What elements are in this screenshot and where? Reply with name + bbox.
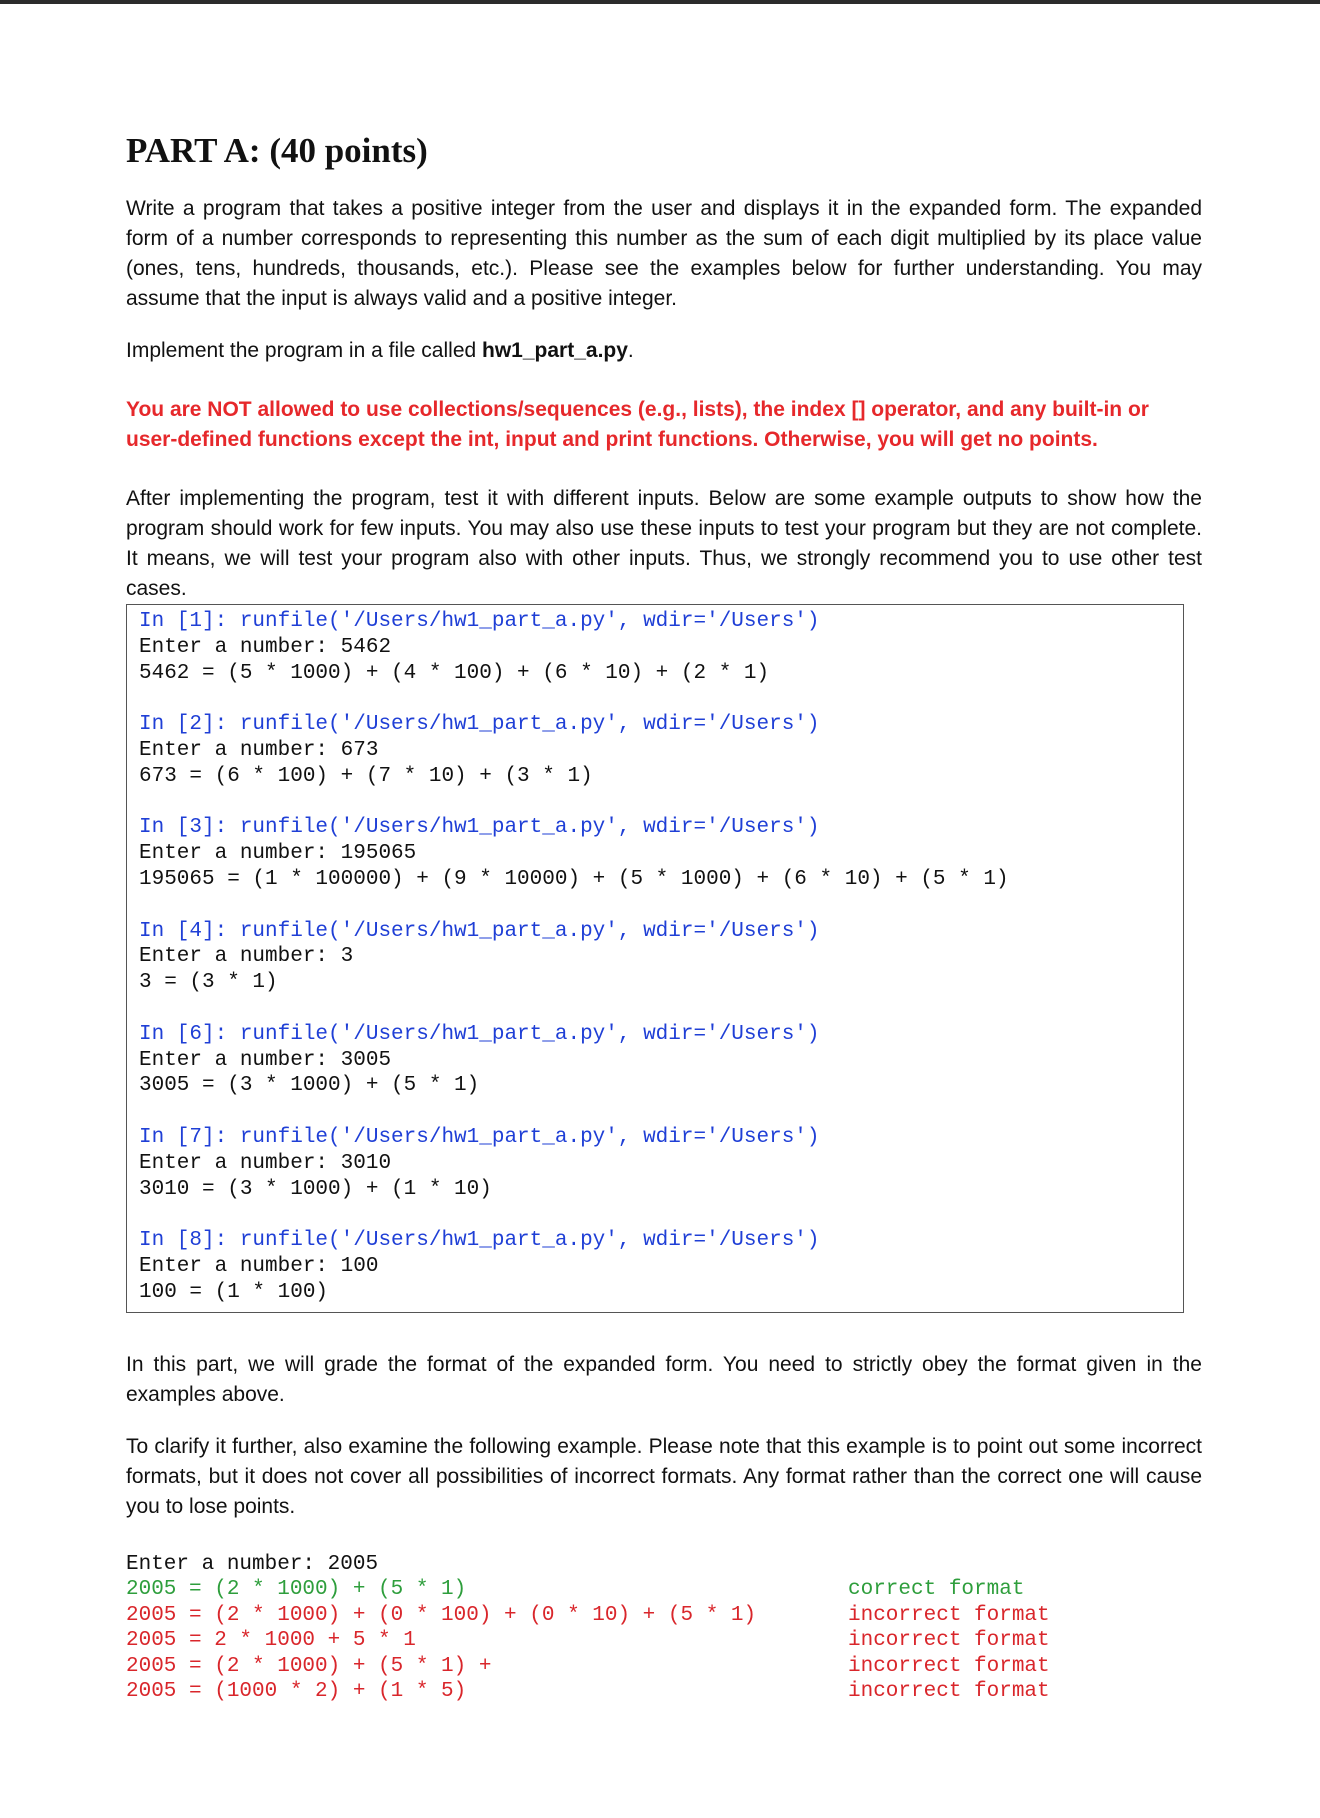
- console-result: 3 = (3 * 1): [139, 971, 278, 995]
- console-prompt: Enter a number: 673: [139, 738, 379, 762]
- console-result: 100 = (1 * 100): [139, 1280, 329, 1304]
- implement-suffix: .: [627, 339, 634, 362]
- console-session: [139, 919, 1183, 996]
- example-row: [126, 1577, 1202, 1603]
- console-prompt: Enter a number: 3005: [139, 1048, 392, 1072]
- console-result: 5462 = (5 * 1000) + (4 * 100) + (6 * 10) + (2 * 1): [139, 661, 770, 685]
- console-command: In [8]: runfile('/Users/hw1_part_a.py', wdir='/Users'): [139, 1229, 820, 1253]
- clarify-paragraph: To clarify it further, also examine the following example. Please note that this example is to point out some incorrect formats, but it does not cover all possibilities of incorrect formats. Any format rather than the correct one will cause you to lose points.: [126, 1434, 1202, 1518]
- console-session: [139, 1125, 1183, 1202]
- console-prompt: Enter a number: 5462: [139, 635, 392, 659]
- format-example: [126, 1552, 1202, 1706]
- console-session: [139, 609, 1183, 686]
- example-row: [126, 1654, 1202, 1680]
- console-command: In [1]: runfile('/Users/hw1_part_a.py', wdir='/Users'): [139, 610, 820, 633]
- console-prompt: Enter a number: 3: [139, 945, 354, 969]
- console-session: [139, 815, 1183, 892]
- console-session: [139, 1228, 1183, 1305]
- incorrect-format-label: incorrect format: [848, 1629, 1050, 1653]
- testing-paragraph: After implementing the program, test it with different inputs. Below are some example outputs to show how the program should work for few inputs. You may also use these inputs to test your program but they are not complete. It means, we will test your program also with other inputs. Thus, we strongly recommend you to use other test cases.: [126, 487, 1202, 600]
- implement-paragraph: [126, 336, 1202, 366]
- example-row: [126, 1679, 1202, 1705]
- correct-format-label: correct format: [848, 1578, 1025, 1602]
- example-expression: 2005 = (1000 * 2) + (1 * 5): [126, 1680, 467, 1704]
- console-prompt: Enter a number: 100: [139, 1254, 379, 1278]
- example-expression: 2005 = 2 * 1000 + 5 * 1: [126, 1629, 416, 1653]
- console-result: 195065 = (1 * 100000) + (9 * 10000) + (5 * 1000) + (6 * 10) + (5 * 1): [139, 867, 1009, 891]
- console-session: [139, 1022, 1183, 1099]
- example-row: [126, 1603, 1202, 1629]
- console-result: 673 = (6 * 100) + (7 * 10) + (3 * 1): [139, 764, 593, 788]
- console-command: In [3]: runfile('/Users/hw1_part_a.py', wdir='/Users'): [139, 816, 820, 840]
- incorrect-format-label: incorrect format: [848, 1654, 1050, 1678]
- console-result: 3005 = (3 * 1000) + (5 * 1): [139, 1074, 480, 1098]
- console-session: [139, 712, 1183, 789]
- console-command: In [2]: runfile('/Users/hw1_part_a.py', wdir='/Users'): [139, 713, 820, 737]
- intro-paragraph: Write a program that takes a positive integer from the user and displays it in the expanded form. The expanded form of a number corresponds to representing this number as the sum of each digit multiplied by its place value (ones, tens, hundreds, thousands, etc.). Please see the examples below for further understanding. You may assume that the input is always valid and a positive integer.: [126, 197, 1202, 310]
- example-expression: 2005 = (2 * 1000) + (5 * 1): [126, 1578, 467, 1602]
- example-expression: 2005 = (2 * 1000) + (5 * 1) +: [126, 1654, 492, 1678]
- incorrect-format-label: incorrect format: [848, 1603, 1050, 1627]
- top-border: [0, 0, 1320, 4]
- example-expression: 2005 = (2 * 1000) + (0 * 100) + (0 * 10) + (5 * 1): [126, 1603, 757, 1627]
- example-row: [126, 1628, 1202, 1654]
- grading-paragraph: In this part, we will grade the format of the expanded form. You need to strictly obey the format given in the examples above.: [126, 1352, 1202, 1406]
- console-command: In [4]: runfile('/Users/hw1_part_a.py', wdir='/Users'): [139, 919, 820, 943]
- console-prompt: Enter a number: 195065: [139, 842, 417, 866]
- incorrect-format-label: incorrect format: [848, 1680, 1050, 1704]
- console-command: In [6]: runfile('/Users/hw1_part_a.py', wdir='/Users'): [139, 1022, 820, 1046]
- console-prompt: Enter a number: 3010: [139, 1151, 392, 1175]
- example-prompt: Enter a number: 2005: [126, 1552, 379, 1576]
- page-title: PART A: (40 points): [126, 131, 428, 170]
- implement-prefix: Implement the program in a file called: [126, 339, 483, 362]
- console-output-box: [126, 604, 1184, 1313]
- filename: hw1_part_a.py: [482, 339, 628, 362]
- console-command: In [7]: runfile('/Users/hw1_part_a.py', wdir='/Users'): [139, 1125, 820, 1149]
- document-page: [126, 130, 1202, 1705]
- console-result: 3010 = (3 * 1000) + (1 * 10): [139, 1177, 492, 1201]
- restriction-warning: You are NOT allowed to use collections/sequences (e.g., lists), the index [] operator, and any built-in or user-defined functions except the int, input and print functions. Otherwise, you will get no points.: [126, 398, 1149, 451]
